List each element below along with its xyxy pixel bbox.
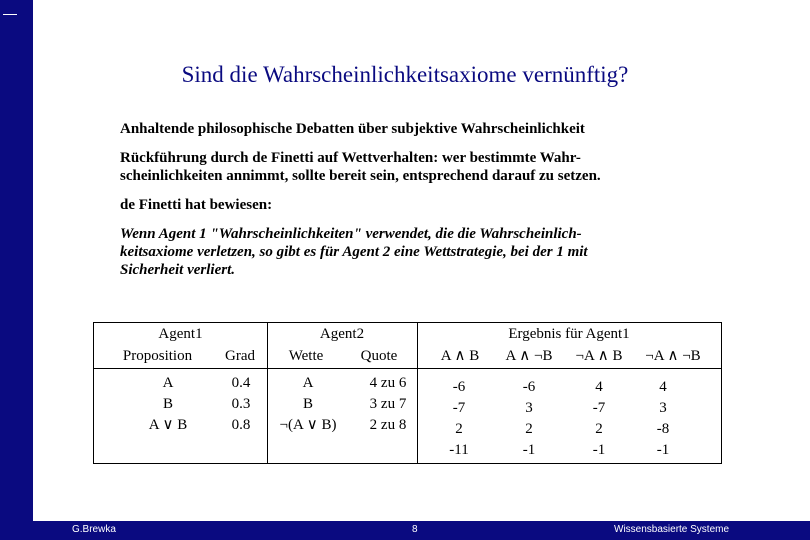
result-column-3 — [570, 378, 628, 462]
table-cell: 4 — [659, 379, 667, 395]
agent2-bet-header: Wette — [288, 348, 324, 364]
table-cell: 2 — [525, 421, 533, 437]
slide-title: Sind die Wahrscheinlichkeitsaxiome vernünftig? — [181, 62, 629, 87]
result-col-header-2: A ∧ ¬B — [505, 348, 553, 364]
table-cell: A — [302, 375, 314, 391]
table-cell: 3 — [525, 400, 533, 416]
betting-table — [93, 322, 722, 464]
result-col-header-3: ¬A ∧ B — [575, 348, 623, 364]
agent1-header: Agent1 — [158, 326, 203, 342]
table-cell: -7 — [452, 400, 466, 416]
table-cell: -7 — [592, 400, 606, 416]
table-cell: 0.4 — [231, 375, 251, 391]
corner-mark — [3, 14, 17, 15]
result-col-header-4: ¬A ∧ ¬B — [645, 348, 701, 364]
table-header-divider — [94, 368, 721, 369]
agent2-header: Agent2 — [319, 326, 365, 342]
table-cell: -6 — [522, 379, 536, 395]
table-cell: 4 zu 6 — [369, 375, 407, 391]
paragraph-definetti-line2: scheinlichkeiten annimmt, sollte bereit sein, entsprechend darauf zu setzen. — [120, 168, 601, 184]
table-cell: ¬(A ∨ B) — [279, 417, 337, 433]
table-cell: B — [162, 396, 173, 412]
table-cell: -1 — [522, 442, 536, 458]
footer-author: G.Brewka — [72, 524, 116, 535]
table-column-divider-1 — [267, 323, 268, 463]
table-cell: A — [162, 375, 174, 391]
grade-column — [219, 374, 263, 437]
table-cell: 3 zu 7 — [369, 396, 407, 412]
table-cell: 2 — [595, 421, 603, 437]
paragraph-theorem-line1: Wenn Agent 1 "Wahrscheinlichkeiten" verwendet, die die Wahrscheinlich- — [120, 226, 582, 242]
paragraph-proven: de Finetti hat bewiesen: — [120, 197, 273, 213]
result-column-4 — [634, 378, 692, 462]
quote-column — [350, 374, 426, 437]
agent1-grade-header: Grad — [225, 348, 255, 364]
proposition-column — [128, 374, 208, 437]
footer-page-number: 8 — [412, 524, 418, 535]
table-cell: -1 — [592, 442, 606, 458]
paragraph-definetti-line1: Rückführung durch de Finetti auf Wettverhalten: wer bestimmte Wahr- — [120, 150, 581, 166]
result-column-2 — [500, 378, 558, 462]
result-header: Ergebnis für Agent1 — [508, 326, 630, 342]
paragraph-theorem-line3: Sicherheit verliert. — [120, 262, 235, 278]
table-cell: 0.3 — [231, 396, 251, 412]
table-cell: 2 — [455, 421, 463, 437]
agent2-quote-header: Quote — [360, 348, 398, 364]
paragraph-debates: Anhaltende philosophische Debatten über subjektive Wahrscheinlichkeit — [120, 121, 585, 137]
agent1-proposition-header: Proposition — [122, 348, 193, 364]
table-cell: 4 — [595, 379, 603, 395]
table-cell: -6 — [452, 379, 466, 395]
table-cell: 2 zu 8 — [369, 417, 407, 433]
paragraph-theorem-line2: keitsaxiome verletzen, so gibt es für Agent 2 eine Wettstrategie, bei der 1 mit — [120, 244, 588, 260]
result-column-1 — [430, 378, 488, 462]
footer-course-title: Wissensbasierte Systeme — [614, 524, 730, 535]
table-cell: A ∨ B — [148, 417, 188, 433]
table-cell: 0.8 — [231, 417, 251, 433]
result-col-header-1: A ∧ B — [440, 348, 480, 364]
bet-column — [270, 374, 346, 437]
table-cell: -1 — [656, 442, 670, 458]
table-cell: 3 — [659, 400, 667, 416]
table-cell: -11 — [449, 442, 469, 458]
table-cell: -8 — [656, 421, 670, 437]
table-cell: B — [302, 396, 313, 412]
